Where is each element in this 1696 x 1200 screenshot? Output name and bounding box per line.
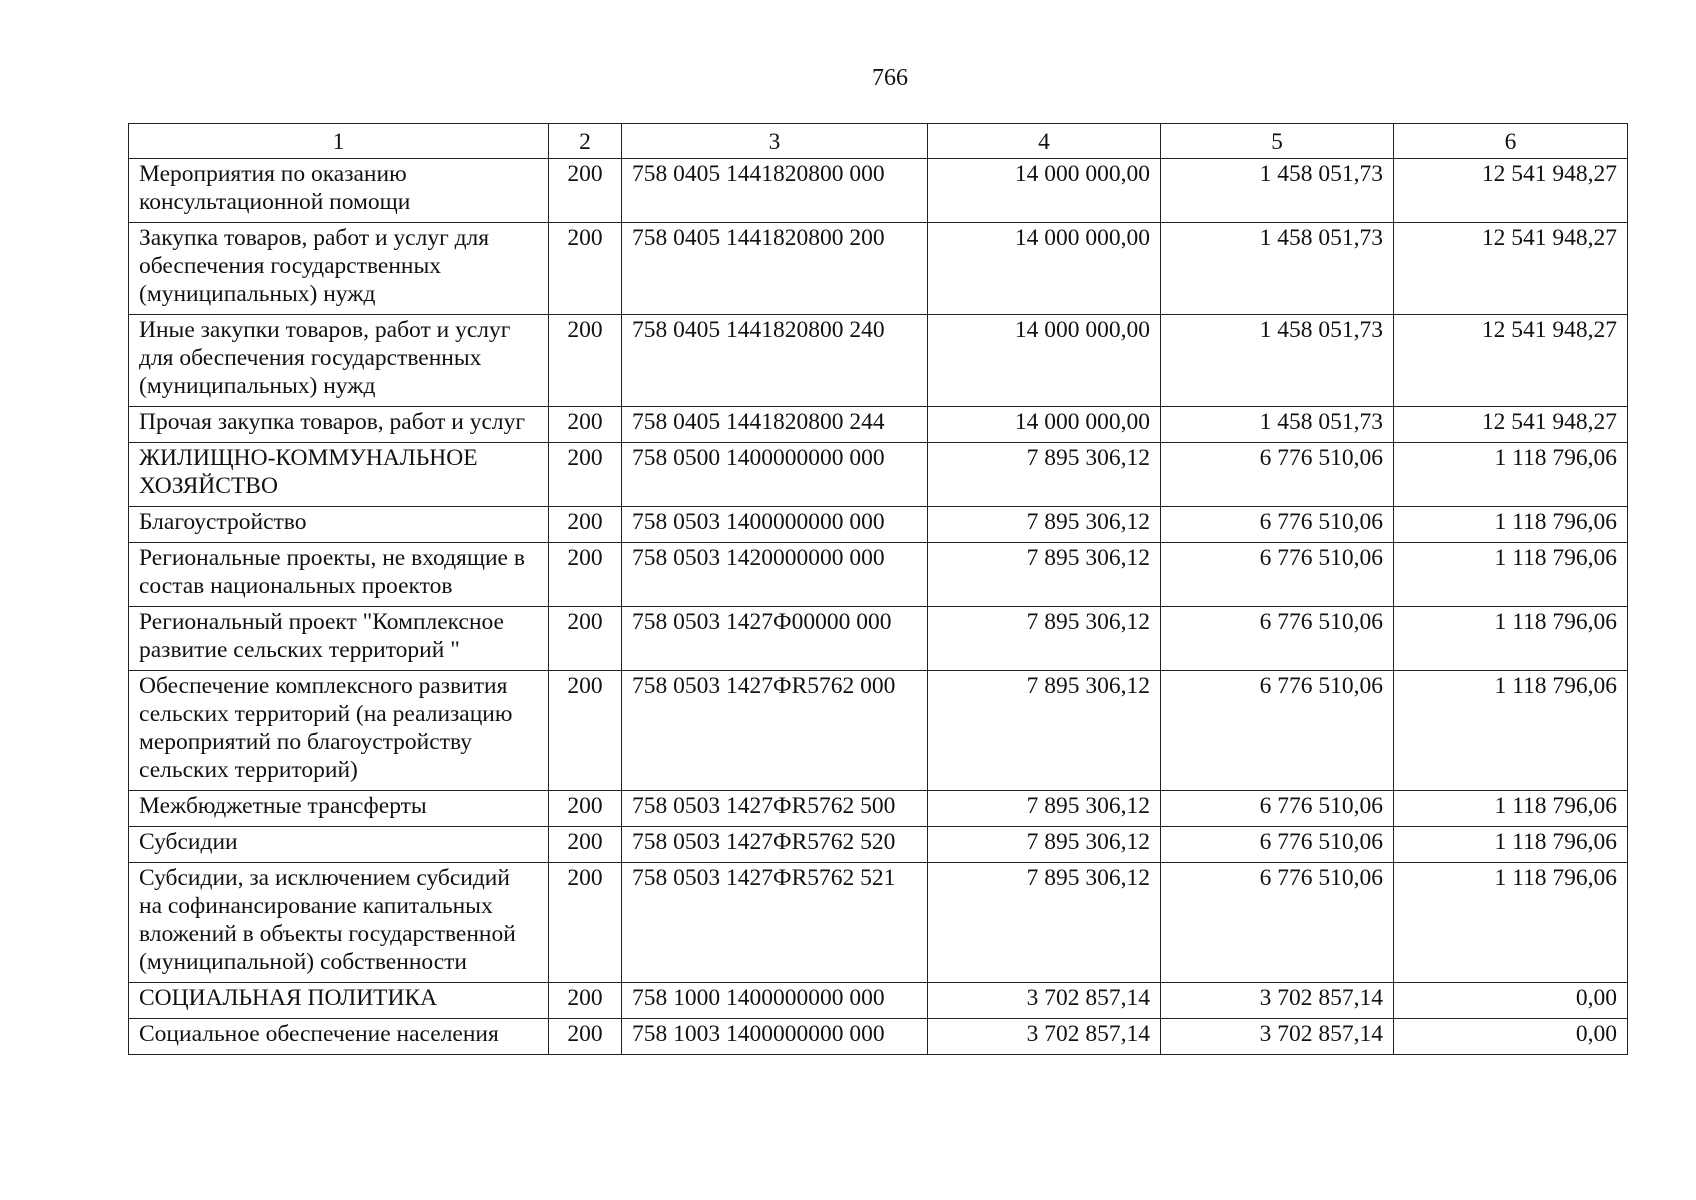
- row-col6: 0,00: [1394, 1019, 1628, 1055]
- row-code: 758 0503 1400000000 000: [622, 507, 928, 543]
- column-header-3: 3: [622, 124, 928, 159]
- row-col2: 200: [549, 1019, 622, 1055]
- row-col2: 200: [549, 671, 622, 791]
- row-code: 758 0500 1400000000 000: [622, 443, 928, 507]
- row-code: 758 0405 1441820800 000: [622, 159, 928, 223]
- row-col6: 1 118 796,06: [1394, 863, 1628, 983]
- row-name: Благоустройство: [129, 507, 549, 543]
- row-col6: 1 118 796,06: [1394, 827, 1628, 863]
- table-row: [129, 443, 1628, 507]
- row-col5: 6 776 510,06: [1161, 507, 1394, 543]
- row-col5: 6 776 510,06: [1161, 827, 1394, 863]
- row-col2: 200: [549, 863, 622, 983]
- table-row: [129, 827, 1628, 863]
- row-name: СОЦИАЛЬНАЯ ПОЛИТИКА: [129, 983, 549, 1019]
- row-col6: 1 118 796,06: [1394, 443, 1628, 507]
- row-code: 758 0503 1420000000 000: [622, 543, 928, 607]
- row-col5: 6 776 510,06: [1161, 443, 1394, 507]
- table-row: [129, 983, 1628, 1019]
- row-col4: 14 000 000,00: [928, 223, 1161, 315]
- row-col5: 1 458 051,73: [1161, 315, 1394, 407]
- row-col6: 1 118 796,06: [1394, 671, 1628, 791]
- row-col5: 6 776 510,06: [1161, 671, 1394, 791]
- table-row: [129, 159, 1628, 223]
- table-row: [129, 863, 1628, 983]
- row-col5: 3 702 857,14: [1161, 1019, 1394, 1055]
- column-header-6: 6: [1394, 124, 1628, 159]
- row-col6: 12 541 948,27: [1394, 315, 1628, 407]
- row-col2: 200: [549, 443, 622, 507]
- row-name: Прочая закупка товаров, работ и услуг: [129, 407, 549, 443]
- row-col4: 14 000 000,00: [928, 407, 1161, 443]
- table-row: [129, 543, 1628, 607]
- column-header-2: 2: [549, 124, 622, 159]
- row-col4: 7 895 306,12: [928, 827, 1161, 863]
- row-col4: 7 895 306,12: [928, 507, 1161, 543]
- row-col5: 6 776 510,06: [1161, 607, 1394, 671]
- row-name: ЖИЛИЩНО-КОММУНАЛЬНОЕ ХОЗЯЙСТВО: [129, 443, 549, 507]
- row-name: Субсидии, за исключением субсидий на софинансирование капитальных вложений в объекты государственной (муниципальной) собственности: [129, 863, 549, 983]
- row-code: 758 0405 1441820800 244: [622, 407, 928, 443]
- row-code: 758 0405 1441820800 240: [622, 315, 928, 407]
- row-col5: 3 702 857,14: [1161, 983, 1394, 1019]
- table-row: [129, 315, 1628, 407]
- row-col6: 1 118 796,06: [1394, 607, 1628, 671]
- table-row: [129, 791, 1628, 827]
- row-name: Закупка товаров, работ и услуг для обеспечения государственных (муниципальных) нужд: [129, 223, 549, 315]
- column-header-1: 1: [129, 124, 549, 159]
- page-number: 766: [872, 65, 908, 91]
- table-row: [129, 607, 1628, 671]
- row-name: Иные закупки товаров, работ и услуг для обеспечения государственных (муниципальных) нужд: [129, 315, 549, 407]
- row-col2: 200: [549, 607, 622, 671]
- row-col6: 12 541 948,27: [1394, 407, 1628, 443]
- table-row: [129, 407, 1628, 443]
- row-code: 758 1003 1400000000 000: [622, 1019, 928, 1055]
- row-col2: 200: [549, 543, 622, 607]
- row-col2: 200: [549, 827, 622, 863]
- row-name: Мероприятия по оказанию консультационной помощи: [129, 159, 549, 223]
- row-col5: 6 776 510,06: [1161, 791, 1394, 827]
- table-row: [129, 671, 1628, 791]
- row-col2: 200: [549, 507, 622, 543]
- row-name: Региональные проекты, не входящие в состав национальных проектов: [129, 543, 549, 607]
- row-col5: 1 458 051,73: [1161, 159, 1394, 223]
- row-col2: 200: [549, 159, 622, 223]
- row-col5: 1 458 051,73: [1161, 223, 1394, 315]
- row-col2: 200: [549, 983, 622, 1019]
- row-col4: 7 895 306,12: [928, 543, 1161, 607]
- table-row: [129, 507, 1628, 543]
- row-col4: 7 895 306,12: [928, 671, 1161, 791]
- row-code: 758 0503 1427ФR5762 520: [622, 827, 928, 863]
- row-name: Региональный проект "Комплексное развитие сельских территорий ": [129, 607, 549, 671]
- column-header-5: 5: [1161, 124, 1394, 159]
- row-col4: 7 895 306,12: [928, 443, 1161, 507]
- row-col2: 200: [549, 791, 622, 827]
- row-col4: 7 895 306,12: [928, 863, 1161, 983]
- row-col6: 1 118 796,06: [1394, 543, 1628, 607]
- header-row: [129, 124, 1628, 159]
- table-row: [129, 223, 1628, 315]
- row-col4: 14 000 000,00: [928, 159, 1161, 223]
- row-col6: 1 118 796,06: [1394, 791, 1628, 827]
- row-col6: 12 541 948,27: [1394, 223, 1628, 315]
- row-name: Субсидии: [129, 827, 549, 863]
- table-row: [129, 1019, 1628, 1055]
- row-name: Межбюджетные трансферты: [129, 791, 549, 827]
- row-col6: 12 541 948,27: [1394, 159, 1628, 223]
- row-col2: 200: [549, 407, 622, 443]
- row-col4: 7 895 306,12: [928, 791, 1161, 827]
- row-col6: 0,00: [1394, 983, 1628, 1019]
- row-col2: 200: [549, 223, 622, 315]
- row-code: 758 0503 1427ФR5762 000: [622, 671, 928, 791]
- row-col4: 14 000 000,00: [928, 315, 1161, 407]
- row-col2: 200: [549, 315, 622, 407]
- row-name: Обеспечение комплексного развития сельских территорий (на реализацию мероприятий по благоустройству сельских территорий): [129, 671, 549, 791]
- row-code: 758 0405 1441820800 200: [622, 223, 928, 315]
- row-col5: 6 776 510,06: [1161, 863, 1394, 983]
- row-code: 758 0503 1427Ф00000 000: [622, 607, 928, 671]
- row-name: Социальное обеспечение населения: [129, 1019, 549, 1055]
- row-col4: 3 702 857,14: [928, 983, 1161, 1019]
- row-col6: 1 118 796,06: [1394, 507, 1628, 543]
- row-code: 758 0503 1427ФR5762 521: [622, 863, 928, 983]
- row-code: 758 1000 1400000000 000: [622, 983, 928, 1019]
- row-col5: 1 458 051,73: [1161, 407, 1394, 443]
- row-col4: 7 895 306,12: [928, 607, 1161, 671]
- row-col4: 3 702 857,14: [928, 1019, 1161, 1055]
- column-header-4: 4: [928, 124, 1161, 159]
- row-code: 758 0503 1427ФR5762 500: [622, 791, 928, 827]
- budget-table: [128, 123, 1628, 1055]
- row-col5: 6 776 510,06: [1161, 543, 1394, 607]
